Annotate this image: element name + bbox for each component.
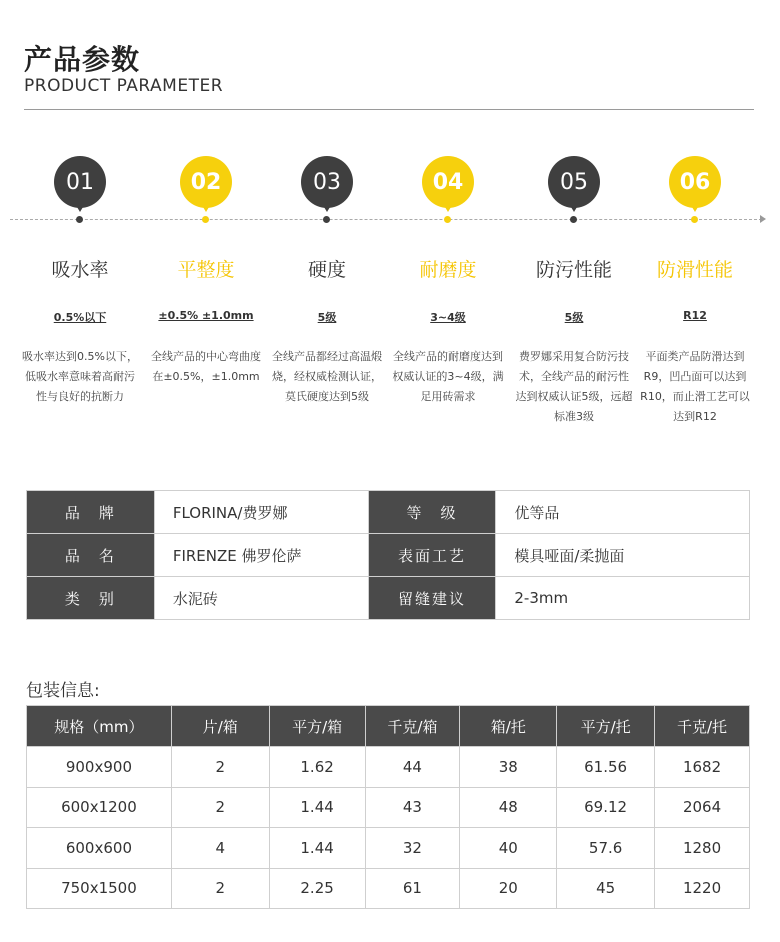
table-cell: 2	[171, 787, 269, 828]
feature-description: 全线产品的中心弯曲度在±0.5%，±1.0mm	[151, 350, 261, 383]
feature-name: 硬度	[307, 259, 346, 281]
feature-number-badge: 04	[422, 156, 474, 208]
packaging-header-cell: 千克/托	[655, 706, 750, 747]
spec-row	[27, 491, 750, 534]
feature-description: 平面类产品防滑达到R9，凹凸面可以达到R10，而止滑工艺可以达到R12	[640, 350, 750, 423]
table-cell: 45	[557, 868, 655, 909]
packaging-header-cell: 箱/托	[460, 706, 557, 747]
table-cell: 4	[171, 828, 269, 869]
table-cell: 38	[460, 747, 557, 788]
feature-number-badge: 01	[54, 156, 106, 208]
table-cell: 61	[365, 868, 460, 909]
packaging-header-cell: 规格（mm）	[27, 706, 172, 747]
feature-number-badge: 05	[548, 156, 600, 208]
table-row	[27, 787, 750, 828]
table-cell: 32	[365, 828, 460, 869]
spec-value: FIRENZE 佛罗伦萨	[154, 534, 368, 577]
feature-number-badge: 06	[669, 156, 721, 208]
feature-number-badge: 02	[180, 156, 232, 208]
table-cell: 1.62	[269, 747, 365, 788]
packaging-header-cell: 平方/托	[557, 706, 655, 747]
table-cell: 43	[365, 787, 460, 828]
spec-row	[27, 534, 750, 577]
table-cell: 1682	[655, 747, 750, 788]
timeline-dot-icon	[691, 216, 698, 223]
spec-label: 表面工艺	[368, 534, 496, 577]
feature-name: 耐磨度	[419, 259, 477, 281]
timeline-dot-icon	[444, 216, 451, 223]
table-cell: 20	[460, 868, 557, 909]
timeline-dot-icon	[76, 216, 83, 223]
timeline-dot-icon	[570, 216, 577, 223]
table-cell: 900x900	[27, 747, 172, 788]
table-row	[27, 828, 750, 869]
feature-value: 0.5%以下	[53, 311, 107, 324]
spec-row	[27, 577, 750, 620]
packaging-header-cell: 千克/箱	[365, 706, 460, 747]
table-cell: 44	[365, 747, 460, 788]
feature-value: ±0.5% ±1.0mm	[158, 309, 254, 322]
packaging-header-row	[27, 706, 750, 747]
spec-value: 水泥砖	[154, 577, 368, 620]
title-divider	[24, 109, 754, 110]
feature-description: 全线产品的耐磨度达到权威认证的3~4级，满足用砖需求	[392, 350, 504, 403]
feature-value: 5级	[317, 311, 337, 324]
table-cell: 61.56	[557, 747, 655, 788]
table-cell: 48	[460, 787, 557, 828]
spec-label: 品 牌	[27, 491, 155, 534]
spec-table	[26, 490, 750, 620]
feature-description: 吸水率达到0.5%以下，低吸水率意味着高耐污性与良好的抗断力	[22, 350, 138, 403]
packaging-header-cell: 片/箱	[171, 706, 269, 747]
page-title: 产品参数	[24, 43, 141, 76]
spec-value: FLORINA/费罗娜	[154, 491, 368, 534]
page-subtitle: PRODUCT PARAMETER	[24, 76, 224, 96]
table-cell: 2.25	[269, 868, 365, 909]
spec-label: 留缝建议	[368, 577, 496, 620]
feature-value: 3~4级	[430, 311, 466, 324]
spec-label: 类 别	[27, 577, 155, 620]
table-cell: 600x600	[27, 828, 172, 869]
feature-description: 全线产品都经过高温煅烧，经权威检测认证，莫氏硬度达到5级	[272, 350, 382, 403]
table-cell: 750x1500	[27, 868, 172, 909]
feature-number-badge: 03	[301, 156, 353, 208]
spec-value: 2-3mm	[496, 577, 750, 620]
feature-name: 平整度	[177, 259, 235, 281]
feature-description: 费罗娜采用复合防污技术，全线产品的耐污性达到权威认证5级，远超标准3级	[515, 350, 633, 423]
feature-value: 5级	[564, 311, 584, 324]
table-cell: 40	[460, 828, 557, 869]
table-cell: 2064	[655, 787, 750, 828]
table-row	[27, 747, 750, 788]
table-cell: 69.12	[557, 787, 655, 828]
packaging-title: 包装信息:	[26, 681, 100, 701]
table-cell: 2	[171, 868, 269, 909]
spec-value: 模具哑面/柔抛面	[496, 534, 750, 577]
feature-name: 防滑性能	[656, 259, 733, 281]
spec-label: 品 名	[27, 534, 155, 577]
feature-list	[20, 156, 758, 436]
table-cell: 1.44	[269, 828, 365, 869]
timeline-arrow-icon	[760, 215, 766, 223]
feature-name: 防污性能	[535, 259, 612, 281]
timeline-dot-icon	[202, 216, 209, 223]
table-cell: 1.44	[269, 787, 365, 828]
table-cell: 1220	[655, 868, 750, 909]
feature-name: 吸水率	[51, 259, 109, 281]
packaging-table	[26, 705, 750, 909]
table-row	[27, 868, 750, 909]
spec-label: 等 级	[368, 491, 496, 534]
table-cell: 600x1200	[27, 787, 172, 828]
table-cell: 2	[171, 747, 269, 788]
timeline-dot-icon	[323, 216, 330, 223]
feature-value: R12	[683, 309, 707, 322]
table-cell: 57.6	[557, 828, 655, 869]
table-cell: 1280	[655, 828, 750, 869]
spec-value: 优等品	[496, 491, 750, 534]
packaging-header-cell: 平方/箱	[269, 706, 365, 747]
